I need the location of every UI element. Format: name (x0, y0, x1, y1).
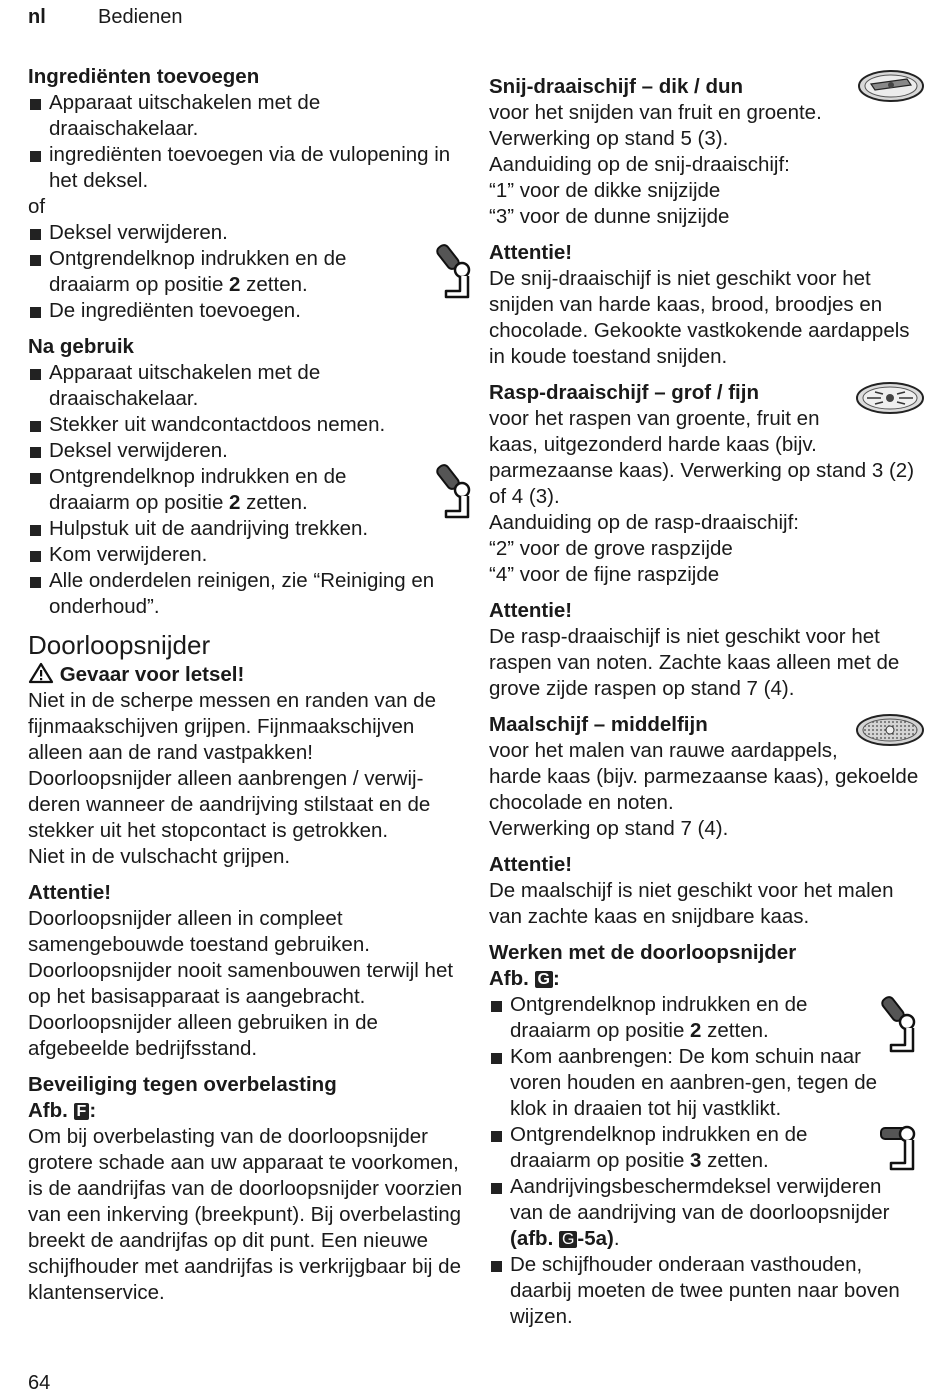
text-line: voor het raspen van groente, fruit en kaas, uitgezonderd harde kaas (bijv. parmezaanse kaas). Verwerking op stand 3 (2) of 4 (3). (489, 407, 915, 508)
arm-position-3-icon (877, 1122, 929, 1174)
list-item: ingrediënten toevoegen via de vulopening in het deksel. (28, 142, 468, 194)
list-item: Stekker uit wandcontactdoos nemen. (28, 412, 468, 438)
beveiliging-text: Om bij overbelasting van de doorloopsnijder grotere schade aan uw apparaat te voorkomen, is de aandrijfas van de doorloopsnijder voorzien van een inkerving (breekpunt). Bij overbelasting breekt de aandrijfas op dit punt. Een nieuwe schijfhouder met aandrijfas is verkrijgbaar bij de klantenservice. (28, 1125, 463, 1304)
list-item: Ontgrendelknop indrukken en de draaiarm op positie 2 zetten. (28, 246, 468, 298)
heading-attentie: Attentie! (28, 881, 112, 904)
heading-rasp-draaischijf: Rasp-draaischijf – grof / fijn (489, 381, 759, 404)
list-item: Deksel verwijderen. (28, 220, 468, 246)
list-item: Apparaat uitschakelen met de draaischakelaar. (28, 360, 468, 412)
text-line: “3” voor de dunne snijzijde (489, 205, 730, 228)
na-gebruik-list (28, 360, 468, 620)
warning-triangle-icon (28, 662, 54, 684)
attentie-text: De rasp-draaischijf is niet geschikt voor het raspen van noten. Zachte kaas alleen met de grove zijde raspen op stand 7 (4). (489, 625, 900, 700)
heading-werken: Werken met de doorloopsnijder (489, 941, 797, 964)
language-code: nl (28, 6, 46, 28)
arm-position-2-icon (432, 240, 484, 302)
text-line: Verwerking op stand 5 (3). (489, 127, 729, 150)
heading-attentie: Attentie! (489, 853, 573, 876)
warning-text: Niet in de vulschacht grijpen. (28, 845, 291, 868)
warning-heading: Gevaar voor letsel! (28, 662, 468, 688)
figure-tag: F (74, 1103, 90, 1120)
heading-ingredienten: Ingrediënten toevoegen (28, 65, 260, 88)
figure-reference-g: Afb. G : (489, 967, 560, 990)
list-item: De ingrediënten toevoegen. (28, 298, 468, 324)
werken-list (489, 992, 919, 1330)
page-header (28, 6, 183, 29)
warning-text: Niet in de scherpe messen en randen van de fijnmaakschijven grijpen. Fijnmaakschijven alleen aan de rand vastpakken! (28, 689, 436, 764)
heading-attentie: Attentie! (489, 599, 573, 622)
right-column (489, 64, 919, 1330)
text-line: voor het snijden van fruit en groente. (489, 101, 822, 124)
text-line: Aanduiding op de snij-draaischijf: (489, 153, 790, 176)
ingredienten-list-a (28, 90, 468, 194)
list-item: Ontgrendelknop indrukken en de draaiarm op positie 3 zetten. (489, 1122, 919, 1174)
text-line: “4” voor de fijne raspzijde (489, 563, 720, 586)
page-number: 64 (28, 1372, 51, 1394)
list-item: Ontgrendelknop indrukken en de draaiarm op positie 2 zetten. (489, 992, 919, 1044)
left-column (28, 64, 468, 1306)
list-item: Hulpstuk uit de aandrijving trekken. (28, 516, 468, 542)
or-text: of (28, 195, 46, 218)
list-item: Alle onderdelen reinigen, zie “Reiniging en onderhoud”. (28, 568, 468, 620)
list-item: Kom verwijderen. (28, 542, 468, 568)
heading-doorloopsnijder: Doorloopsnijder (28, 630, 211, 660)
list-item: Deksel verwijderen. (28, 438, 468, 464)
list-item: Kom aanbrengen: De kom schuin naar voren houden en aanbren-gen, tegen de klok in draaien tot hij vastklikt. (489, 1044, 919, 1122)
heading-beveiliging: Beveiliging tegen overbelasting (28, 1073, 337, 1096)
attentie-text: De maalschijf is niet geschikt voor het malen van zachte kaas en snijdbare kaas. (489, 879, 894, 928)
grinding-disc-icon (855, 712, 925, 748)
text-line: “1” voor de dikke snijzijde (489, 179, 721, 202)
grating-disc-icon (855, 380, 925, 416)
list-item: Ontgrendelknop indrukken en de draaiarm op positie 2 zetten. (28, 464, 468, 516)
text-line: voor het malen van rauwe aardappels, harde kaas (bijv. parmezaanse kaas), gekoelde chocolade en noten. (489, 739, 919, 814)
attentie-text: De snij-draaischijf is niet geschikt voor het snijden van harde kaas, brood, broodjes en chocolade. Gekookte vastkokende aardappels in koude toestand snijden. (489, 267, 910, 368)
text-line: Verwerking op stand 7 (4). (489, 817, 729, 840)
heading-na-gebruik: Na gebruik (28, 335, 134, 358)
heading-maalschijf: Maalschijf – middelfijn (489, 713, 708, 736)
slicing-disc-icon (857, 68, 925, 104)
heading-attentie: Attentie! (489, 241, 573, 264)
list-item: Aandrijvingsbeschermdeksel verwijderen van de aandrijving van de doorloopsnijder (afb. G -5a). (489, 1174, 919, 1252)
arm-position-2-icon (432, 460, 484, 522)
ingredienten-list-b (28, 220, 468, 324)
text-line: Aanduiding op de rasp-draaischijf: (489, 511, 799, 534)
figure-reference-f: Afb. F : (28, 1099, 97, 1122)
heading-snij-draaischijf: Snij-draaischijf – dik / dun (489, 75, 744, 98)
figure-tag: G (559, 1231, 577, 1248)
warning-text: Doorloopsnijder alleen aanbrengen / verwij-deren wanneer de aandrijving stilstaat en de stekker uit het stopcontact is getrokken. (28, 767, 431, 842)
text-line: “2” voor de grove raspzijde (489, 537, 733, 560)
figure-tag: G (535, 971, 553, 988)
list-item: De schijfhouder onderaan vasthouden, daarbij moeten de twee punten naar boven wijzen. (489, 1252, 919, 1330)
section-title: Bedienen (98, 6, 183, 28)
list-item: Apparaat uitschakelen met de draaischakelaar. (28, 90, 468, 142)
attentie-text: Doorloopsnijder alleen in compleet samengebouwde toestand gebruiken. Doorloopsnijder nooit samenbouwen terwijl het op het basisapparaat is aangebracht. Doorloopsnijder alleen gebruiken in de afgebeelde bedrijfsstand. (28, 907, 454, 1060)
